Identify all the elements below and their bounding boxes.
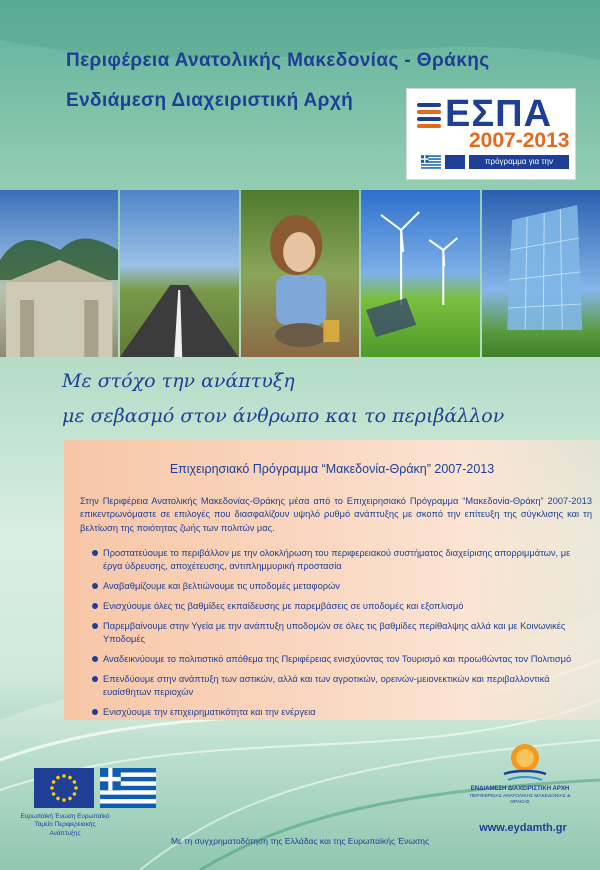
espa-years: 2007-2013 <box>469 129 570 152</box>
slogan-line-1: Με στόχο την ανάπτυξη <box>62 370 295 392</box>
list-item <box>92 620 592 646</box>
authority-logo-caption <box>460 786 580 806</box>
bullet-icon <box>92 656 98 662</box>
list-item-text: Προστατεύουμε το περιβάλλον με την ολοκλήρωση του περιφερειακού συστήματος διαχείρισης απορριμμάτων, με έργα ύδρευσης, αποχέτευσης, αντιπλημμυρική προστασία <box>103 548 571 572</box>
funding-statement: Με τη συγχρηματοδότηση της Ελλάδας και της Ευρωπαϊκής Ένωσης <box>170 836 430 846</box>
list-item <box>92 600 592 613</box>
photo-glass-building <box>482 190 600 357</box>
greek-flag-icon <box>421 155 441 169</box>
photo-child <box>241 190 359 357</box>
photo-wind-turbines <box>361 190 479 357</box>
program-bullets <box>92 547 592 726</box>
espa-tagline: πρόγραμμα για την ανάπτυξη <box>469 155 569 169</box>
photo-monument <box>0 190 118 357</box>
eu-flag-icon <box>34 768 94 808</box>
photo-road <box>120 190 238 357</box>
program-title: Επιχειρησιακό Πρόγραμμα “Μακεδονία-Θράκη” 2007-2013 <box>169 462 495 476</box>
list-item <box>92 706 592 719</box>
list-item <box>92 547 592 573</box>
list-item <box>92 580 592 593</box>
espa-word: ΕΣΠΑ <box>445 93 553 135</box>
list-item-text: Επενδύουμε στην ανάπτυξη των αστικών, αλλά και των αγροτικών, ορεινών-μειονεκτικών και περιβαλλοντικά ευαίσθητων περιοχών <box>103 674 550 698</box>
list-item-text: Αναδεικνύουμε το πολιτιστικό απόθεμα της Περιφέρειας ενισχύοντας τον Τουρισμό και προωθώντας τον Πολιτισμό <box>103 654 572 665</box>
authority-title: Ενδιάμεση Διαχειριστική Αρχή <box>66 90 354 111</box>
bullet-icon <box>92 603 98 609</box>
bullet-icon <box>92 583 98 589</box>
eu-fund-caption: Ευρωπαϊκή Ένωση Ευρωπαϊκό Ταμείο Περιφερειακής Ανάπτυξης <box>20 813 110 837</box>
greek-flag-icon <box>100 768 156 808</box>
bullet-icon <box>92 676 98 682</box>
espa-stripes <box>417 103 441 131</box>
list-item-text: Ενισχύουμε όλες τις βαθμίδες εκπαίδευσης με παρεμβάσεις σε υποδομές και εξοπλισμό <box>103 601 464 612</box>
bullet-icon <box>92 623 98 629</box>
list-item-text: Ενισχύουμε την επιχειρηματικότητα και την ενέργεια <box>103 707 316 718</box>
authority-sun-logo-icon <box>500 740 550 786</box>
list-item-text: Αναβαθμίζουμε και βελτιώνουμε τις υποδομές μεταφορών <box>103 581 340 592</box>
bullet-icon <box>92 550 98 556</box>
program-intro: Στην Περιφέρεια Ανατολικής Μακεδονίας-Θράκης μέσα από το Επιχειρησιακό Πρόγραμμα “Μακεδονία-Θράκη” 2007-2013 επικεντρωνόμαστε σε επιλογές που διασφαλίζουν υψηλό ρυθμό ανάπτυξης με σκοπό την επίτευξη της σύγκλισης και τη βελτίωση της ποιότητας ζωής των πολιτών μας. <box>80 496 592 533</box>
espa-logo <box>406 88 576 180</box>
region-title: Περιφέρεια Ανατολικής Μακεδονίας - Θράκης <box>66 50 490 71</box>
eu-flag-icon <box>445 155 465 169</box>
list-item <box>92 673 592 699</box>
website-link[interactable]: www.eydamth.gr <box>479 822 567 834</box>
list-item-text: Παρεμβαίνουμε στην Υγεία με την ανάπτυξη υποδομών σε όλες τις βαθμίδες περίθαλψης αλλά και με Κοινωνικές Υποδομές <box>103 621 566 645</box>
bullet-icon <box>92 709 98 715</box>
authority-name: ΕΝΔΙΑΜΕΣΗ ΔΙΑΧΕΙΡΙΣΤΙΚΗ ΑΡΧΗ <box>470 786 570 792</box>
photo-strip <box>0 190 600 357</box>
authority-subtitle: ΠΕΡΙΦΕΡΕΙΑΣ ΑΝΑΤΟΛΙΚΗΣ ΜΑΚΕΔΟΝΙΑΣ & ΘΡΑΚΗΣ <box>469 793 571 806</box>
program-panel <box>64 440 600 720</box>
slogan-line-2: με σεβασμό στον άνθρωπο και το περιβάλλον <box>62 405 505 427</box>
list-item <box>92 653 592 666</box>
